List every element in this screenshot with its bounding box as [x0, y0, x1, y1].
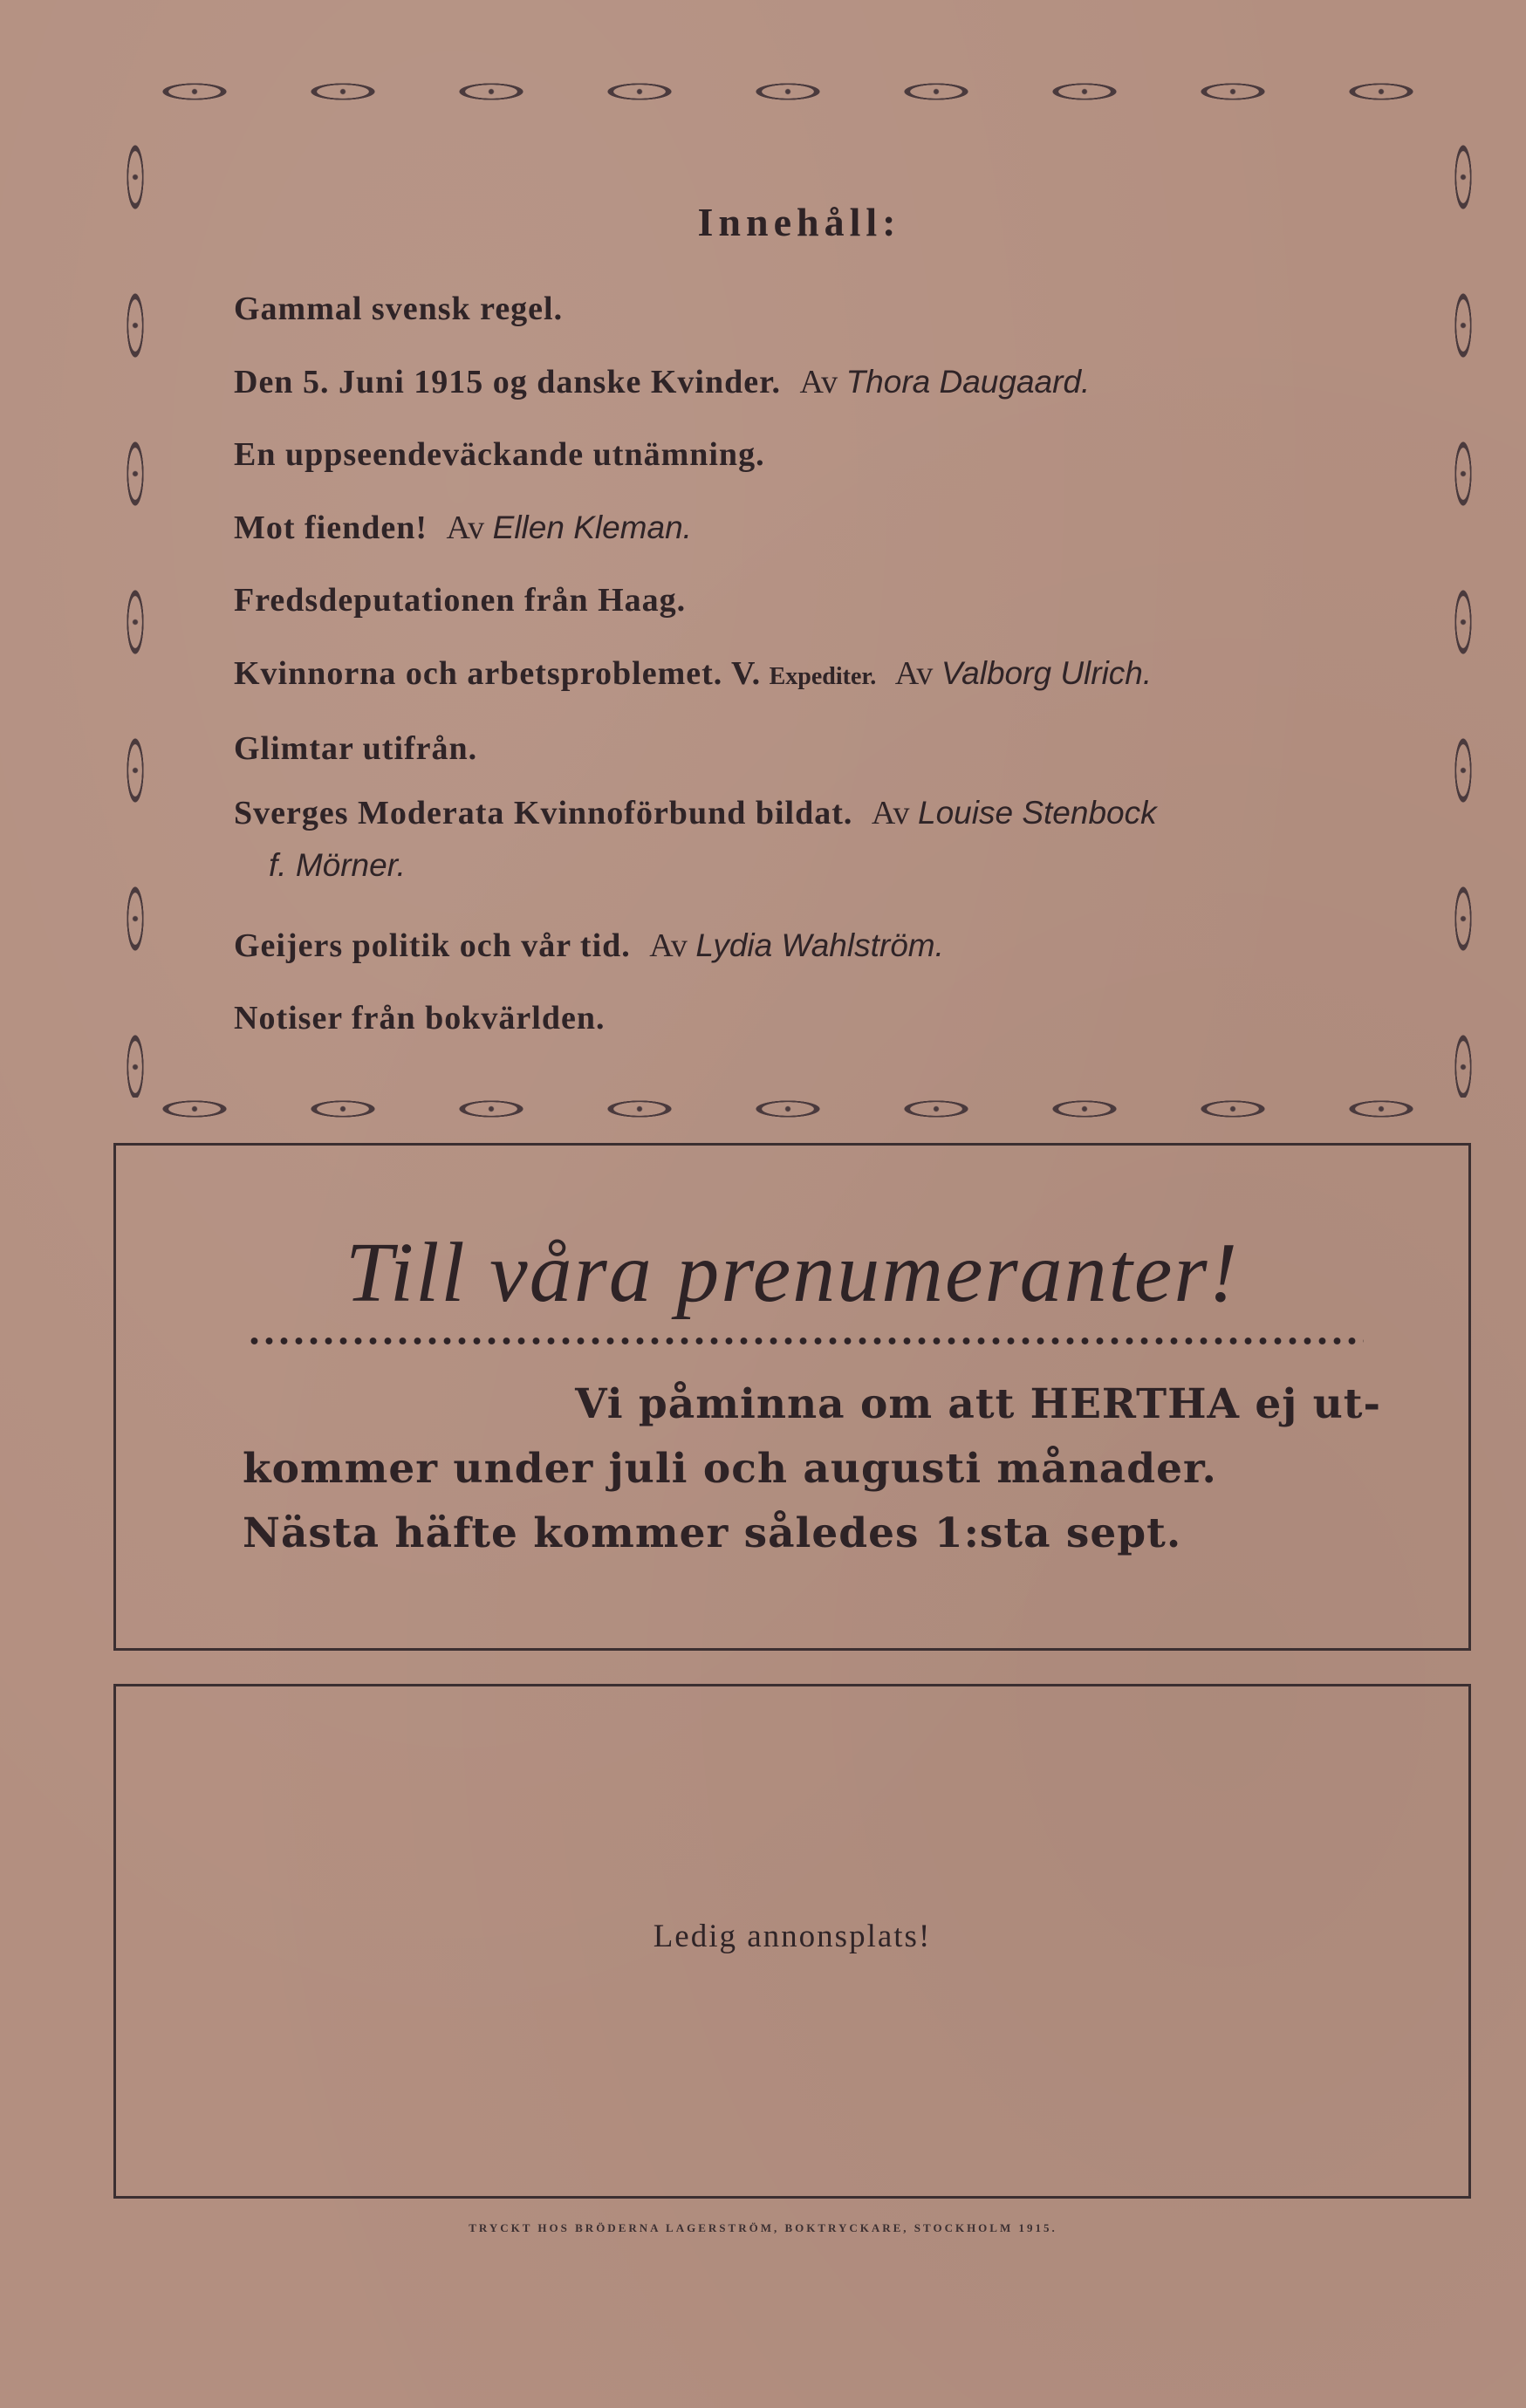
- dotted-rule: [247, 1334, 1364, 1348]
- toc-item: [234, 713, 1420, 785]
- toc-item: [234, 982, 1420, 1055]
- toc-item-by: Av: [894, 655, 934, 692]
- toc-item-author: Ellen Kleman.: [492, 510, 692, 545]
- toc-item-title: Mot fienden!: [234, 510, 428, 546]
- ad-text: Ledig annonsplats!: [653, 1919, 932, 1954]
- toc-item-title: Glimtar utifrån.: [234, 730, 478, 767]
- toc-item: [234, 564, 1420, 637]
- notice-line: kommer under juli och augusti månader.: [243, 1445, 1217, 1493]
- ornamental-border-bottom: [120, 1094, 1478, 1124]
- toc-title: Innehåll:: [697, 200, 901, 244]
- toc-item-title: Fredsdeputationen från Haag.: [234, 582, 687, 619]
- toc-item-by: Av: [871, 795, 910, 831]
- ornamental-border-top: [120, 77, 1478, 106]
- toc-item-author-continued: f. Mörner.: [269, 847, 406, 883]
- toc-item-author: Lydia Wahlström.: [695, 927, 944, 963]
- toc-item-by: Av: [649, 927, 688, 964]
- toc-item-author: Valborg Ulrich.: [941, 655, 1153, 691]
- toc-item: [234, 273, 1420, 345]
- toc-list: [234, 273, 1420, 1055]
- ornamental-border-left: [120, 103, 150, 1098]
- notice-body: [243, 1372, 1381, 1566]
- toc-item-author: Louise Stenbock: [918, 795, 1157, 831]
- notice-line: Vi påminna om att HERTHA ej ut-: [575, 1380, 1381, 1428]
- toc-item-title: Den 5. Juni 1915 og danske Kvinder.: [234, 364, 781, 400]
- toc-item-title: Kvinnorna och arbetsproblemet. V.: [234, 655, 762, 692]
- toc-item-title: En uppseendeväckande utnämning.: [234, 436, 765, 473]
- toc-item: [234, 345, 1420, 419]
- toc-item-title: Notiser från bokvärlden.: [234, 1000, 606, 1036]
- toc-item: [234, 491, 1420, 564]
- advertisement-space: [113, 1684, 1471, 2199]
- ornamental-border-right: [1448, 103, 1478, 1098]
- toc-item: [234, 785, 1420, 909]
- notice-line: Nästa häfte kommer således 1:sta sept.: [243, 1509, 1182, 1557]
- notice-title: Till våra prenumeranter!: [345, 1226, 1240, 1320]
- toc-item-title: Sverges Moderata Kvinnoförbund bildat.: [234, 795, 853, 831]
- toc-item: [234, 419, 1420, 491]
- toc-item-by: Av: [446, 510, 485, 546]
- toc-item: [234, 909, 1420, 982]
- subscriber-notice: [113, 1143, 1471, 1651]
- toc-item-title: Gammal svensk regel.: [234, 291, 564, 327]
- printer-imprint: TRYCKT HOS BRÖDERNA LAGERSTRÖM, BOKTRYCKARE, STOCKHOLM 1915.: [469, 2221, 1057, 2234]
- table-of-contents: [120, 77, 1478, 1124]
- toc-item-subtitle: Expediter.: [769, 663, 877, 690]
- toc-item-title: Geijers politik och vår tid.: [234, 927, 631, 964]
- toc-item-by: Av: [799, 364, 838, 400]
- toc-item-author: Thora Daugaard.: [845, 364, 1091, 400]
- toc-item: [234, 637, 1420, 713]
